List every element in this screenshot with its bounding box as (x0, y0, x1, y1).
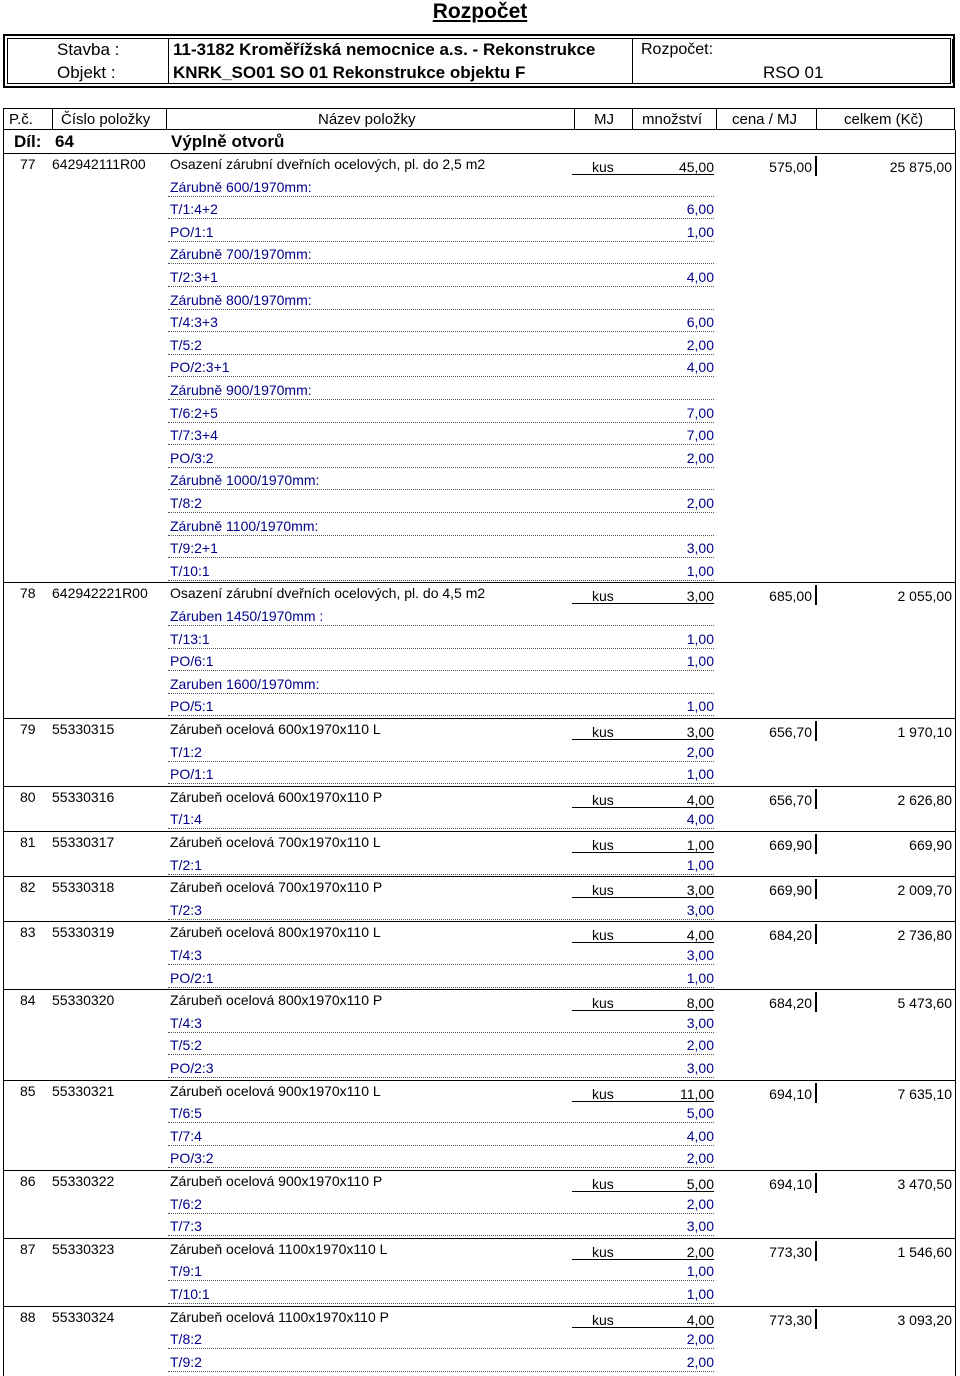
price-marker (815, 879, 817, 899)
detail-underline (168, 331, 714, 332)
item-name: Zárubeň ocelová 700x1970x110 L (170, 834, 381, 850)
item-total: 5 473,60 (897, 995, 952, 1012)
col-celkem: celkem (Kč) (844, 111, 924, 128)
detail-quantity: 2,00 (686, 1353, 714, 1370)
item-code: 55330317 (52, 834, 115, 850)
item-name: Zárubeň ocelová 1100x1970x110 L (170, 1240, 388, 1257)
detail-label: T/6:2 (170, 1195, 202, 1212)
item-code: 55330322 (52, 1173, 115, 1189)
item-name: Osazení zárubní dveřních ocelových, pl. do 2,5 m2 (170, 156, 486, 172)
item-unit: kus (592, 1085, 614, 1102)
item-unit-price: 684,20 (769, 927, 812, 944)
item-total: 2 009,70 (897, 882, 952, 899)
detail-quantity: 5,00 (686, 1105, 714, 1122)
item-underline (572, 852, 714, 853)
detail-underline (168, 467, 714, 468)
detail-underline (168, 670, 714, 671)
col-mj: MJ (594, 111, 614, 128)
item-quantity: 45,00 (678, 159, 714, 175)
detail-label: Záruben 1450/1970mm : (170, 608, 324, 624)
item-code: 642942111R00 (52, 156, 146, 172)
objekt-label: Objekt : (57, 63, 116, 82)
detail-label: T/2:3 (170, 901, 202, 918)
detail-label: PO/1:1 (170, 766, 214, 783)
item-unit: kus (592, 588, 614, 605)
item-code: 55330315 (52, 721, 115, 737)
detail-underline (168, 489, 714, 490)
detail-quantity: 1,00 (686, 562, 714, 579)
detail-label: PO/6:1 (170, 653, 214, 670)
item-unit-price: 669,90 (769, 837, 812, 853)
item-quantity: 11,00 (680, 1085, 714, 1102)
item-total: 669,90 (909, 837, 952, 853)
item-unit: kus (592, 882, 614, 899)
item-separator (3, 989, 955, 990)
item-number: 84 (20, 992, 36, 1009)
item-underline (572, 603, 714, 604)
detail-label: PO/3:2 (170, 449, 214, 466)
detail-underline (168, 1145, 714, 1146)
item-underline (572, 897, 714, 898)
detail-underline (168, 715, 714, 716)
detail-quantity: 3,00 (686, 540, 714, 557)
detail-underline (168, 241, 714, 242)
item-unit: kus (592, 1176, 614, 1192)
detail-underline (168, 919, 714, 920)
item-number: 87 (20, 1240, 36, 1257)
item-name: Zárubeň ocelová 600x1970x110 L (170, 721, 381, 737)
detail-underline (168, 625, 714, 626)
detail-underline (168, 263, 714, 264)
detail-quantity: 4,00 (686, 359, 714, 376)
price-marker (815, 1241, 817, 1261)
item-separator (3, 1238, 955, 1239)
detail-label: Zaruben 1600/1970mm: (170, 675, 320, 692)
detail-underline (168, 1054, 714, 1055)
detail-quantity: 1,00 (686, 766, 714, 783)
item-quantity: 2,00 (686, 1243, 714, 1260)
detail-underline (168, 693, 714, 694)
item-unit-price: 694,10 (769, 1085, 812, 1102)
item-number: 83 (20, 924, 36, 941)
item-number: 77 (20, 156, 36, 172)
detail-label: T/7:3+4 (170, 427, 218, 444)
detail-label: T/7:3 (170, 1218, 202, 1235)
detail-label: T/2:1 (170, 856, 202, 873)
detail-quantity: 1,00 (686, 856, 714, 873)
detail-underline (168, 1235, 714, 1236)
detail-label: T/6:5 (170, 1105, 202, 1122)
detail-underline (168, 1167, 714, 1168)
detail-label: T/1:4+2 (170, 201, 218, 218)
detail-underline (168, 286, 714, 287)
stavba-value: 11-3182 Kroměřížská nemocnice a.s. - Rekonstrukce (173, 40, 596, 59)
dil-label: Díl: (14, 132, 42, 151)
item-separator (3, 1080, 955, 1081)
detail-underline (168, 874, 714, 875)
item-unit: kus (592, 837, 614, 853)
detail-underline (168, 444, 714, 445)
detail-quantity: 3,00 (686, 1060, 714, 1076)
detail-label: T/8:2 (170, 495, 202, 511)
item-name: Zárubeň ocelová 700x1970x110 P (170, 879, 383, 896)
detail-quantity: 7,00 (686, 427, 714, 444)
price-marker (815, 1309, 817, 1329)
detail-quantity: 2,00 (686, 449, 714, 466)
item-unit-price: 684,20 (769, 995, 812, 1012)
col-mnozstvi: množství (642, 111, 703, 128)
col-cena: cena / MJ (732, 111, 798, 128)
detail-underline (168, 783, 714, 784)
detail-underline (168, 761, 714, 762)
detail-underline (168, 422, 714, 423)
objekt-value: KNRK_SO01 SO 01 Rekonstrukce objektu F (173, 63, 526, 82)
price-marker (815, 1083, 817, 1103)
detail-label: T/6:2+5 (170, 404, 218, 421)
item-underline (572, 807, 714, 808)
price-marker (815, 1173, 817, 1193)
detail-label: PO/5:1 (170, 698, 214, 715)
detail-quantity: 1,00 (686, 698, 714, 715)
detail-label: T/5:2 (170, 336, 202, 353)
detail-quantity: 2,00 (686, 1195, 714, 1212)
item-underline (572, 1191, 714, 1192)
dil-number: 64 (55, 132, 74, 151)
item-name: Osazení zárubní dveřních ocelových, pl. do 4,5 m2 (170, 585, 486, 602)
item-total: 3 470,50 (897, 1176, 952, 1192)
item-underline (572, 1259, 714, 1260)
detail-quantity: 7,00 (686, 404, 714, 421)
detail-underline (168, 1280, 714, 1281)
detail-quantity: 1,00 (686, 969, 714, 986)
detail-quantity: 2,00 (686, 743, 714, 760)
detail-underline (168, 828, 714, 829)
item-code: 55330324 (52, 1308, 115, 1325)
item-code: 55330320 (52, 992, 115, 1009)
item-code: 642942221R00 (52, 585, 148, 602)
detail-label: T/2:3+1 (170, 269, 218, 285)
item-name: Zárubeň ocelová 800x1970x110 P (170, 992, 383, 1009)
detail-label: PO/2:1 (170, 969, 214, 986)
item-unit: kus (592, 724, 614, 740)
detail-quantity: 1,00 (686, 1263, 714, 1280)
detail-label: T/9:1 (170, 1263, 202, 1280)
detail-underline (168, 1303, 714, 1304)
rozpocet-value: RSO 01 (763, 63, 824, 82)
detail-underline (168, 512, 714, 513)
detail-quantity: 2,00 (686, 336, 714, 353)
item-separator (3, 921, 955, 922)
item-separator (3, 718, 955, 719)
detail-quantity: 3,00 (686, 947, 714, 963)
detail-label: PO/2:3+1 (170, 359, 230, 376)
price-marker (815, 924, 817, 944)
item-code: 55330316 (52, 788, 115, 805)
item-code: 55330321 (52, 1082, 115, 1099)
item-total: 1 546,60 (897, 1243, 952, 1260)
item-unit: kus (592, 1243, 614, 1260)
col-nazev: Název položky (318, 111, 416, 128)
item-name: Zárubeň ocelová 600x1970x110 P (170, 788, 383, 805)
item-number: 88 (20, 1308, 36, 1325)
detail-label: Zárubně 800/1970mm: (170, 291, 312, 308)
item-total: 7 635,10 (897, 1085, 952, 1102)
detail-quantity: 1,00 (686, 653, 714, 670)
price-marker (815, 585, 817, 605)
detail-underline (168, 354, 714, 355)
detail-underline (168, 1348, 714, 1349)
detail-label: Zárubně 900/1970mm: (170, 382, 312, 398)
detail-underline (168, 196, 714, 197)
item-name: Zárubeň ocelová 800x1970x110 L (170, 924, 381, 941)
detail-label: Zárubně 700/1970mm: (170, 246, 312, 263)
detail-label: Zárubně 1100/1970mm: (170, 517, 319, 534)
detail-quantity: 4,00 (686, 811, 714, 828)
price-marker (815, 156, 817, 176)
item-total: 2 626,80 (897, 791, 952, 808)
detail-label: T/5:2 (170, 1037, 202, 1054)
detail-label: PO/1:1 (170, 223, 214, 240)
item-unit-price: 773,30 (769, 1243, 812, 1260)
detail-underline (168, 1122, 714, 1123)
item-unit-price: 656,70 (769, 724, 812, 740)
detail-underline (168, 1371, 714, 1372)
detail-quantity: 3,00 (686, 901, 714, 918)
item-quantity: 4,00 (686, 927, 714, 944)
detail-underline (168, 557, 714, 558)
detail-quantity: 1,00 (686, 630, 714, 647)
item-separator (3, 582, 955, 583)
detail-quantity: 3,00 (686, 1014, 714, 1031)
detail-label: T/1:2 (170, 743, 202, 760)
item-unit-price: 694,10 (769, 1176, 812, 1192)
price-marker (815, 834, 817, 854)
item-name: Zárubeň ocelová 900x1970x110 P (170, 1173, 383, 1189)
item-underline (572, 1327, 714, 1328)
detail-underline (168, 376, 714, 377)
item-unit-price: 656,70 (769, 791, 812, 808)
detail-label: T/10:1 (170, 562, 210, 579)
detail-quantity: 4,00 (686, 1127, 714, 1144)
detail-quantity: 6,00 (686, 201, 714, 218)
item-number: 86 (20, 1173, 36, 1189)
detail-quantity: 2,00 (686, 1037, 714, 1054)
detail-quantity: 4,00 (686, 269, 714, 285)
detail-quantity: 3,00 (686, 1218, 714, 1235)
detail-quantity: 2,00 (686, 1331, 714, 1348)
page-title: Rozpočet (432, 0, 528, 23)
item-name: Zárubeň ocelová 900x1970x110 L (170, 1082, 381, 1099)
detail-underline (168, 309, 714, 310)
item-quantity: 3,00 (686, 724, 714, 740)
col-pc: P.č. (9, 111, 33, 128)
item-unit: kus (592, 995, 614, 1012)
item-unit: kus (592, 927, 614, 944)
detail-quantity: 2,00 (686, 1150, 714, 1167)
detail-underline (168, 1213, 714, 1214)
detail-underline (168, 1077, 714, 1078)
detail-label: T/8:2 (170, 1331, 202, 1348)
detail-label: T/9:2+1 (170, 540, 218, 557)
detail-label: T/1:4 (170, 811, 202, 828)
item-quantity: 3,00 (686, 588, 714, 605)
item-total: 2 736,80 (897, 927, 952, 944)
item-unit-price: 773,30 (769, 1311, 812, 1328)
item-code: 55330323 (52, 1240, 115, 1257)
detail-label: T/13:1 (170, 630, 210, 647)
detail-underline (168, 399, 714, 400)
item-number: 82 (20, 879, 36, 896)
detail-label: PO/3:2 (170, 1150, 214, 1167)
item-number: 81 (20, 834, 36, 850)
item-number: 85 (20, 1082, 36, 1099)
item-separator (3, 1306, 955, 1307)
item-unit: kus (592, 791, 614, 808)
item-quantity: 3,00 (686, 882, 714, 899)
stavba-label: Stavba : (57, 40, 120, 59)
price-marker (815, 992, 817, 1012)
item-underline (572, 174, 714, 175)
price-marker (815, 721, 817, 741)
item-underline (572, 1101, 714, 1102)
item-quantity: 1,00 (686, 837, 714, 853)
item-quantity: 4,00 (686, 791, 714, 808)
item-underline (572, 1010, 714, 1011)
detail-label: T/7:4 (170, 1127, 202, 1144)
item-total: 3 093,20 (897, 1311, 952, 1328)
item-number: 79 (20, 721, 36, 737)
item-number: 80 (20, 788, 36, 805)
detail-label: Zárubně 1000/1970mm: (170, 472, 320, 489)
item-code: 55330319 (52, 924, 115, 941)
detail-label: T/9:2 (170, 1353, 202, 1370)
detail-quantity: 1,00 (686, 1286, 714, 1302)
detail-label: T/4:3+3 (170, 314, 218, 331)
item-total: 1 970,10 (897, 724, 952, 740)
item-unit: kus (592, 1311, 614, 1328)
detail-label: Zárubně 600/1970mm: (170, 178, 312, 195)
detail-underline (168, 648, 714, 649)
detail-underline (168, 580, 714, 581)
detail-quantity: 2,00 (686, 495, 714, 511)
detail-label: T/10:1 (170, 1286, 210, 1302)
item-underline (572, 942, 714, 943)
detail-underline (168, 535, 714, 536)
item-unit-price: 575,00 (769, 159, 812, 175)
detail-underline (168, 218, 714, 219)
item-total: 2 055,00 (897, 588, 952, 605)
rozpocet-label: Rozpočet: (641, 41, 714, 58)
detail-underline (168, 1032, 714, 1033)
detail-quantity: 6,00 (686, 314, 714, 331)
item-unit-price: 685,00 (769, 588, 812, 605)
item-quantity: 8,00 (686, 995, 714, 1012)
item-quantity: 5,00 (686, 1176, 714, 1192)
item-quantity: 4,00 (686, 1311, 714, 1328)
item-code: 55330318 (52, 879, 115, 896)
price-marker (815, 789, 817, 809)
col-cislo: Číslo položky (61, 111, 151, 128)
item-unit-price: 669,90 (769, 882, 812, 899)
item-underline (572, 739, 714, 740)
item-separator (3, 876, 955, 877)
item-total: 25 875,00 (889, 159, 952, 175)
detail-label: T/4:3 (170, 1014, 202, 1031)
dil-name: Výplně otvorů (171, 132, 285, 151)
detail-underline (168, 964, 714, 965)
item-name: Zárubeň ocelová 1100x1970x110 P (170, 1308, 389, 1325)
item-separator (3, 1170, 955, 1171)
detail-quantity: 1,00 (686, 223, 714, 240)
item-number: 78 (20, 585, 36, 602)
detail-underline (168, 987, 714, 988)
item-separator (3, 786, 955, 787)
item-separator (3, 831, 955, 832)
item-unit: kus (592, 159, 614, 175)
detail-label: PO/2:3 (170, 1060, 214, 1076)
detail-label: T/4:3 (170, 947, 202, 963)
